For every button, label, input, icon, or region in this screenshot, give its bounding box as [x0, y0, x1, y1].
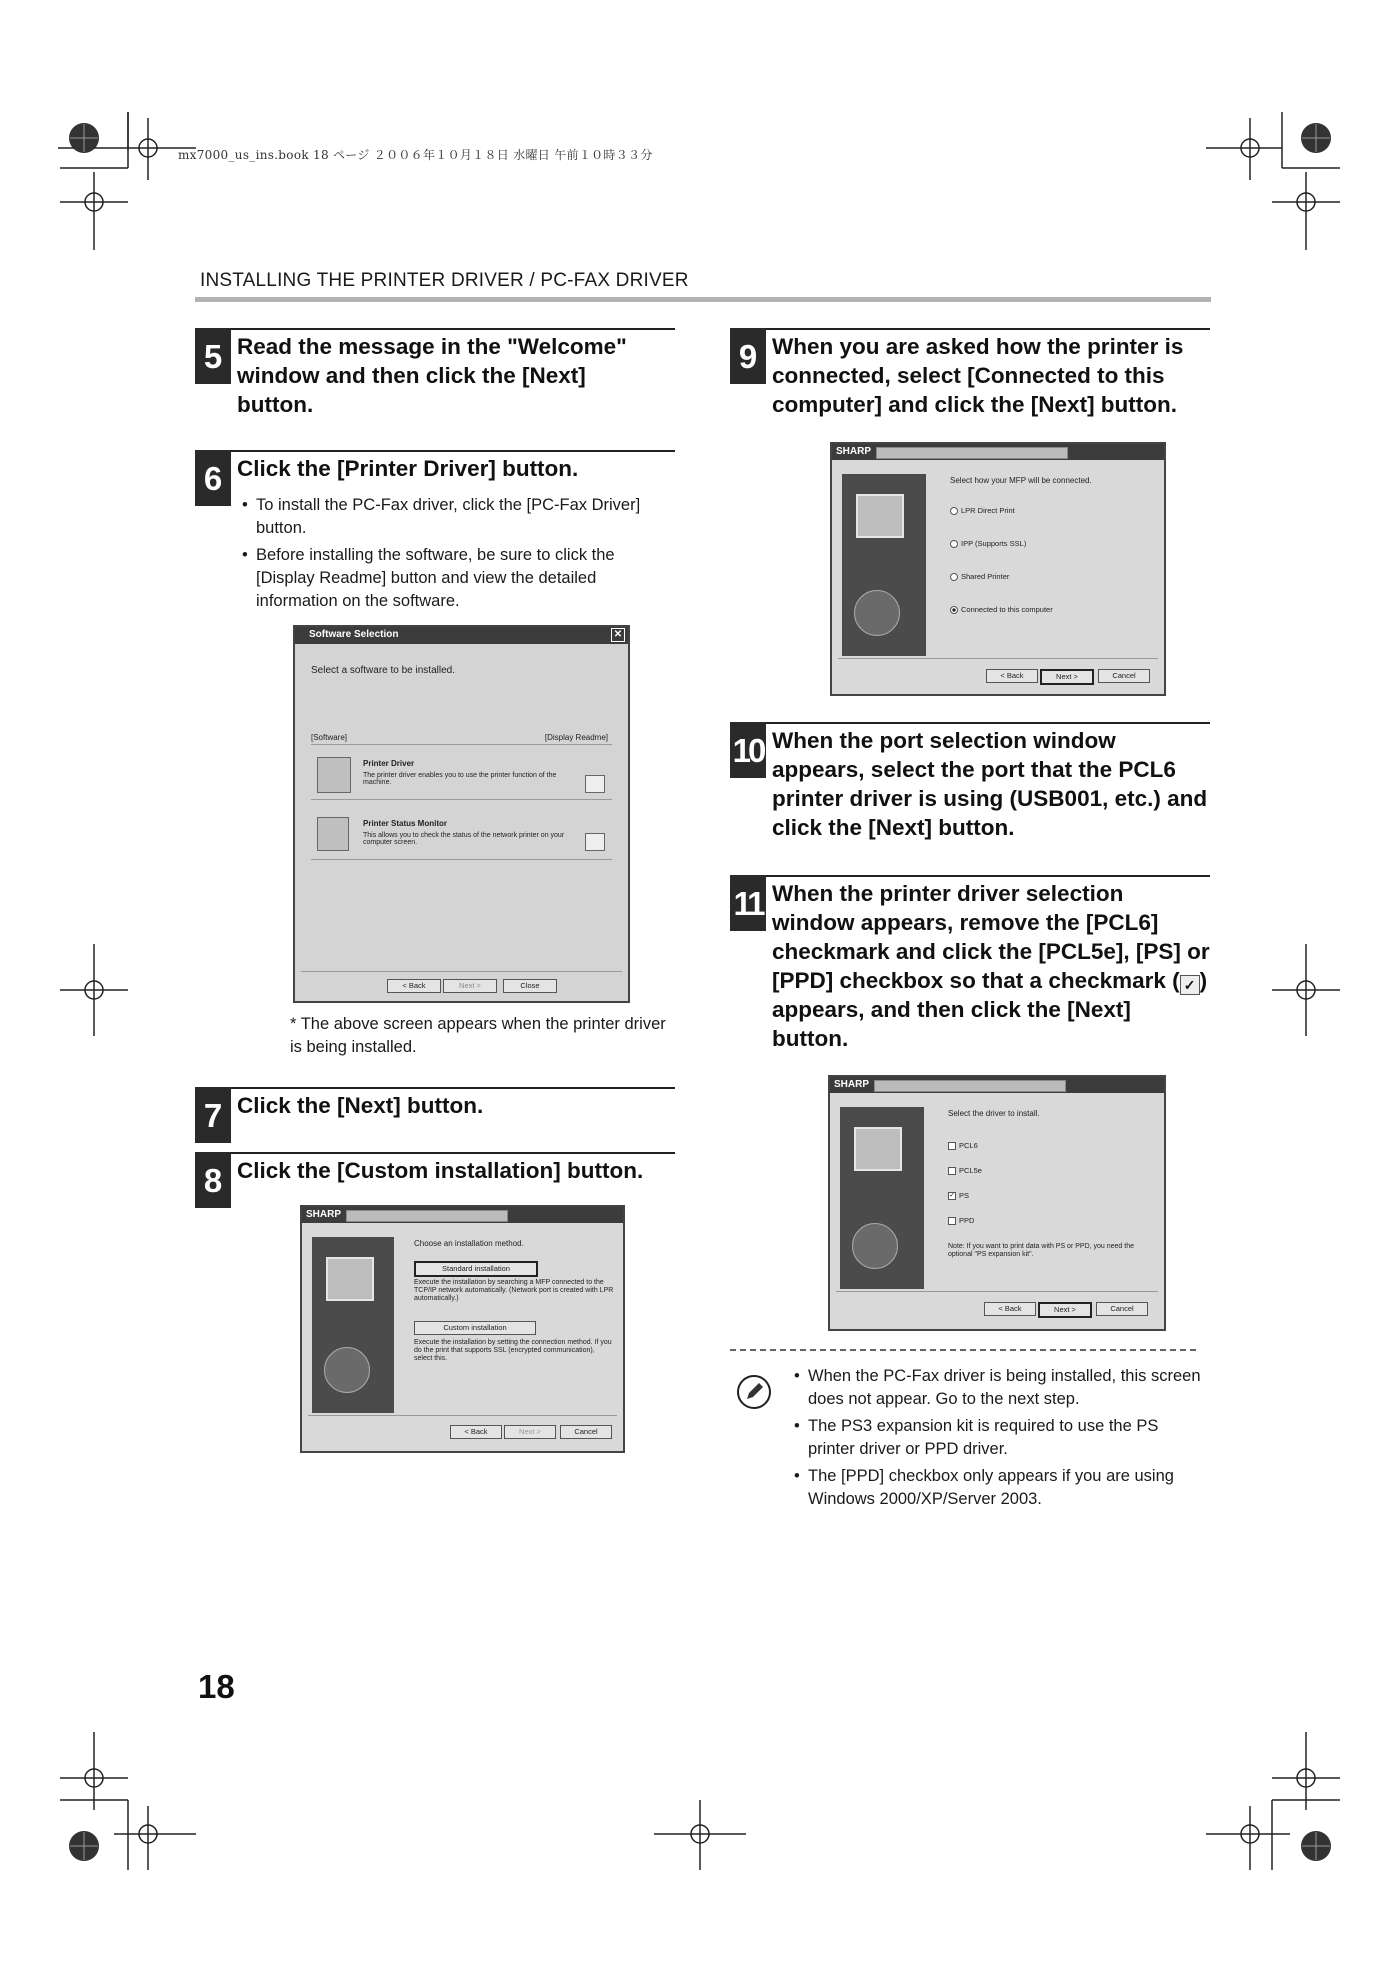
note-item: • The PS3 expansion kit is required to use the PS printer driver or PPD driver.	[794, 1415, 1204, 1461]
custom-desc: Execute the installation by setting the connection method. If you do the print that supports SSL (encrypted communication), select this.	[414, 1339, 612, 1362]
step-title: When you are asked how the printer is connected, select [Connected to this computer] and click the [Next] button.	[772, 334, 1184, 417]
page-number: 18	[198, 1668, 235, 1705]
step-number: 9	[730, 328, 766, 384]
back-button: < Back	[450, 1425, 502, 1439]
cd-icon	[324, 1347, 370, 1393]
method-prompt: Choose an installation method.	[414, 1239, 524, 1248]
software-prompt: Select a software to be installed.	[311, 665, 455, 676]
column-software: [Software]	[311, 733, 348, 742]
column-display-readme: [Display Readme]	[544, 733, 608, 742]
step-number: 6	[195, 450, 231, 506]
step-number: 10	[730, 722, 766, 778]
option-lpr: LPR Direct Print	[950, 506, 1015, 515]
step-number: 8	[195, 1152, 231, 1208]
back-button: < Back	[984, 1302, 1036, 1316]
cd-icon	[854, 590, 900, 636]
window-title-bar	[295, 627, 628, 644]
back-button: < Back	[387, 979, 441, 993]
readme-icon	[585, 775, 605, 793]
step-number: 7	[195, 1087, 231, 1143]
option-ipp: IPP (Supports SSL)	[950, 539, 1026, 548]
option-pcl6: PCL6	[948, 1141, 978, 1150]
cancel-button: Cancel	[560, 1425, 612, 1439]
brand-label: SHARP	[306, 1209, 342, 1220]
status-monitor-desc: This allows you to check the status of the network printer on your computer screen.	[363, 832, 565, 846]
cd-icon	[852, 1223, 898, 1269]
standard-desc: Execute the installation by searching a MFP connected to the TCP/IP network automatically. (Network port is created with LPR automatically.)	[414, 1279, 614, 1302]
option-ps: ✓ PS	[949, 1191, 970, 1200]
step-11	[730, 875, 1210, 1055]
brand-label: SHARP	[836, 446, 872, 457]
window-title-bar	[302, 1207, 623, 1223]
page-header: INSTALLING THE PRINTER DRIVER / PC-FAX DRIVER	[200, 270, 689, 291]
custom-installation-button: Custom installation	[414, 1321, 536, 1335]
next-button: Next >	[1040, 669, 1094, 685]
step-5	[195, 328, 675, 418]
computer-icon	[854, 1127, 902, 1171]
step-10	[730, 722, 1210, 842]
option-ppd: PPD	[948, 1216, 974, 1225]
computer-icon	[326, 1257, 374, 1301]
connection-prompt: Select how your MFP will be connected.	[950, 476, 1092, 485]
footnote: * The above screen appears when the printer driver is being installed.	[290, 1015, 666, 1056]
option-pcl5e: PCL5e	[948, 1166, 982, 1175]
next-button: Next >	[504, 1425, 556, 1439]
window-title: Software Selection	[309, 629, 399, 640]
list-item: • To install the PC-Fax driver, click the [PC-Fax Driver] button.	[242, 494, 672, 540]
option-local: Connected to this computer	[950, 605, 1053, 614]
window-title-bar	[830, 1077, 1164, 1093]
header-rule	[195, 297, 1211, 302]
next-button: Next >	[1038, 1302, 1092, 1318]
next-button: Next >	[443, 979, 497, 993]
print-slug: mx7000_us_ins.book 18 ページ ２００６年１０月１８日 水曜日 午前１０時３３分	[178, 148, 653, 162]
status-monitor-button	[317, 817, 349, 851]
status-monitor-name: Printer Status Monitor	[363, 819, 448, 828]
back-button: < Back	[986, 669, 1038, 683]
step-number: 11	[730, 875, 766, 931]
step-7	[195, 1087, 675, 1143]
note-item: • The [PPD] checkbox only appears if you are using Windows 2000/XP/Server 2003.	[794, 1465, 1204, 1511]
option-shared: Shared Printer	[950, 572, 1009, 581]
checkmark-icon: ✓	[1180, 975, 1200, 995]
driver-prompt: Select the driver to install.	[948, 1109, 1040, 1118]
printer-driver-button	[317, 757, 351, 793]
notes-divider	[730, 1349, 1196, 1351]
printer-driver-desc: The printer driver enables you to use the printer function of the machine.	[363, 772, 557, 786]
step-8	[195, 1152, 675, 1208]
close-icon: ✕	[611, 628, 625, 642]
step-title: Click the [Custom installation] button.	[237, 1158, 644, 1183]
standard-installation-button: Standard installation	[414, 1261, 538, 1277]
note-item: • When the PC-Fax driver is being installed, this screen does not appear. Go to the next step.	[794, 1365, 1204, 1411]
readme-icon	[585, 833, 605, 851]
computer-icon	[856, 494, 904, 538]
notes-list	[794, 1365, 1204, 1515]
note-pencil-icon	[736, 1374, 772, 1410]
step-number: 5	[195, 328, 231, 384]
list-item: • Before installing the software, be sure to click the [Display Readme] button and view the detailed information on the software.	[242, 544, 672, 613]
step-6-bullets	[242, 494, 672, 617]
cancel-button: Cancel	[1096, 1302, 1148, 1316]
cancel-button: Cancel	[1098, 669, 1150, 683]
driver-selection-screenshot	[828, 1075, 1166, 1331]
installation-method-screenshot	[300, 1205, 625, 1453]
window-title-bar	[832, 444, 1164, 460]
software-selection-screenshot	[293, 625, 630, 1003]
driver-note: Note: If you want to print data with PS or PPD, you need the optional "PS expansion kit".	[948, 1243, 1134, 1258]
step-title: Click the [Printer Driver] button.	[237, 456, 579, 481]
step-title: When the port selection window appears, select the port that the PCL6 printer driver is using (USB001, etc.) and click the [Next] button.	[772, 728, 1208, 840]
step-title: Click the [Next] button.	[237, 1093, 484, 1118]
connection-method-screenshot	[830, 442, 1166, 696]
brand-label: SHARP	[834, 1079, 870, 1090]
close-button: Close	[503, 979, 557, 993]
printer-driver-name: Printer Driver	[363, 759, 415, 768]
step-title: Read the message in the "Welcome" window and then click the [Next] button.	[237, 334, 627, 417]
step-title: When the printer driver selection window appears, remove the [PCL6] checkmark and click the [PCL5e], [PS] or [PPD] checkbox so that a checkmark ( ✓ ) appears, and then click the [Next] button.	[772, 881, 1210, 1051]
step-9	[730, 328, 1210, 418]
